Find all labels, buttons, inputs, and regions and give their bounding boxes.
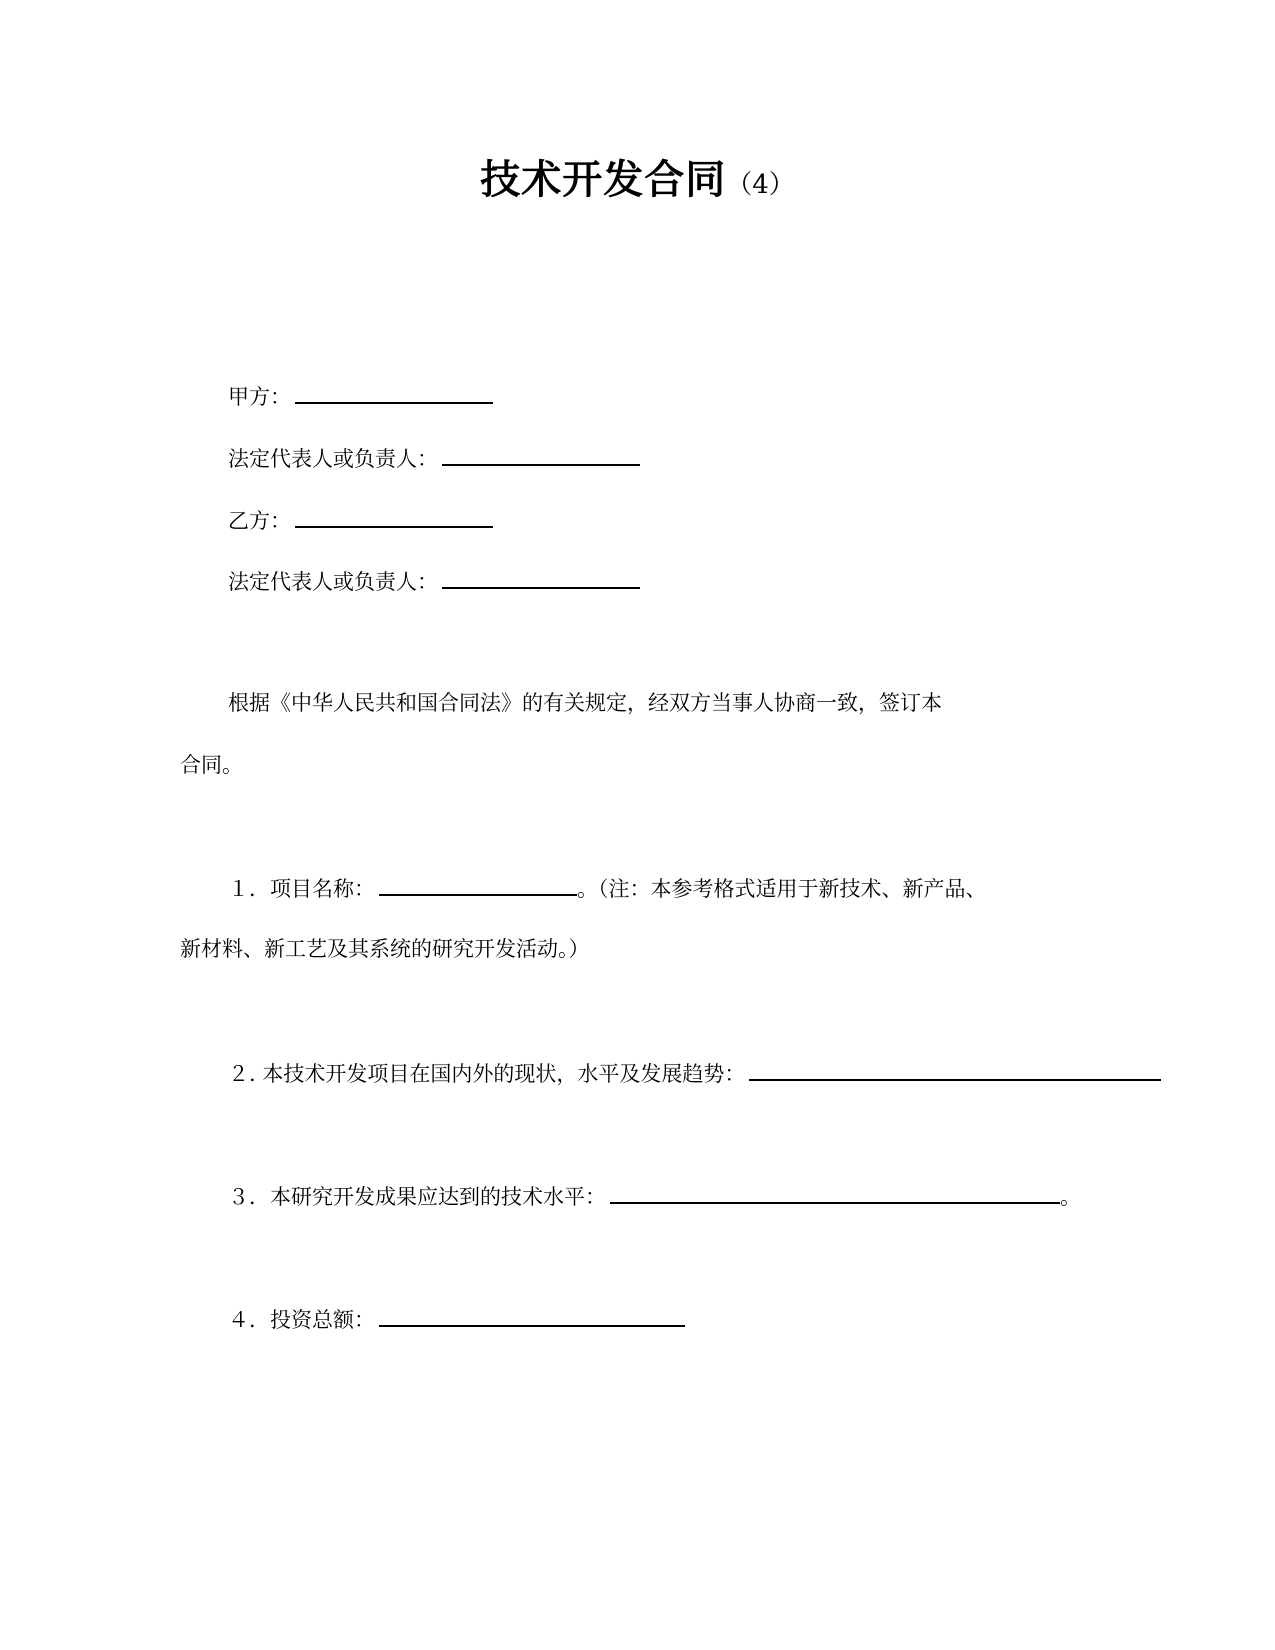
party-a-rep-blank[interactable] (442, 442, 640, 466)
clause-1-label: １．项目名称： (228, 877, 375, 901)
clause-3-label: ３．本研究开发成果应达到的技术水平： (228, 1185, 606, 1209)
clause-2-row (228, 1057, 1161, 1089)
title-suffix: （4） (726, 170, 795, 200)
title-main: 技术开发合同 (480, 157, 727, 203)
party-a-row (228, 380, 493, 412)
party-b-rep-blank[interactable] (442, 565, 640, 589)
clause-1-note: 。（注：本参考格式适用于新技术、新产品、 (577, 877, 987, 901)
party-a-rep-row (228, 442, 640, 474)
clause-1-blank[interactable] (379, 872, 577, 896)
clause-2-blank[interactable] (749, 1057, 1161, 1081)
party-b-rep-label: 法定代表人或负责人： (228, 570, 438, 594)
clause-4-blank[interactable] (379, 1303, 685, 1327)
preamble-line-1: 根据《中华人民共和国合同法》的有关规定，经双方当事人协商一致，签订本 (228, 691, 942, 715)
party-b-rep-row (228, 565, 640, 597)
clause-3-end: 。 (1060, 1185, 1081, 1209)
clause-1-line-2: 新材料、新工艺及其系统的研究开发活动。） (180, 937, 590, 961)
party-a-rep-label: 法定代表人或负责人： (228, 447, 438, 471)
clause-3-row (228, 1180, 1081, 1212)
clause-2-label: ２. 本技术开发项目在国内外的现状，水平及发展趋势： (228, 1062, 746, 1086)
party-b-blank[interactable] (295, 504, 493, 528)
clause-4-label: ４．投资总额： (228, 1308, 375, 1332)
clause-3-blank[interactable] (610, 1180, 1060, 1204)
page-title (0, 148, 1275, 205)
party-b-label: 乙方： (228, 509, 291, 533)
party-a-blank[interactable] (295, 380, 493, 404)
clause-1-row (228, 872, 987, 904)
party-a-label: 甲方： (228, 385, 291, 409)
preamble-line-2: 合同。 (180, 753, 243, 777)
clause-4-row (228, 1303, 685, 1335)
party-b-row (228, 504, 493, 536)
